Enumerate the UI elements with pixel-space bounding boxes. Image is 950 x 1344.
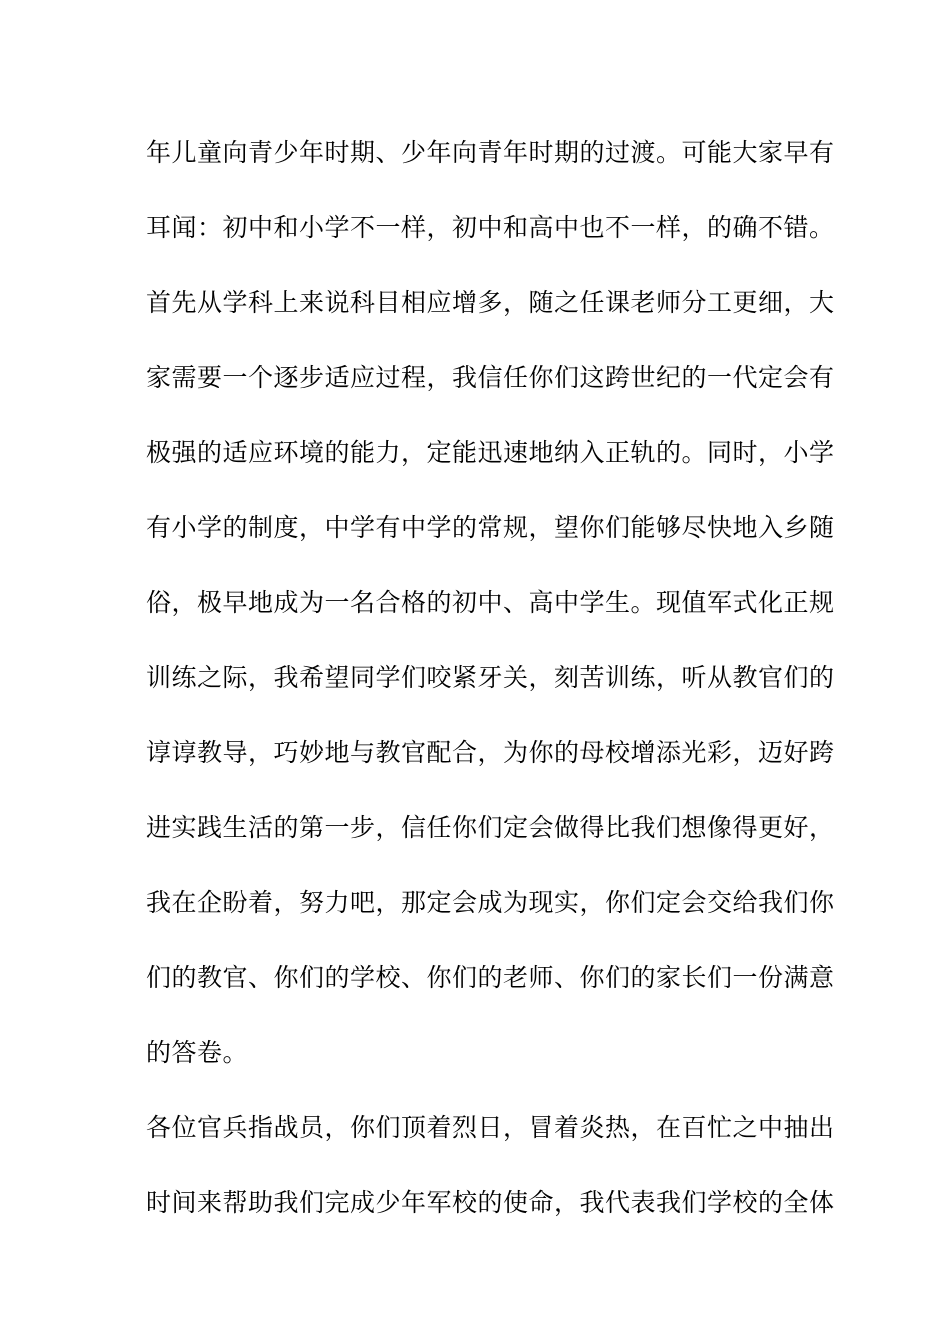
text-line: 有小学的制度，中学有中学的常规，望你们能够尽快地入乡随 <box>146 513 835 542</box>
text-line: 我在企盼着，努力吧，那定会成为现实，你们定会交给我们你 <box>146 888 835 917</box>
text-line: 的答卷。 <box>146 1038 249 1067</box>
text-line: 训练之际，我希望同学们咬紧牙关，刻苦训练，听从教官们的 <box>146 663 835 692</box>
text-line: 们的教官、你们的学校、你们的老师、你们的家长们一份满意 <box>146 963 835 992</box>
text-line: 耳闻：初中和小学不一样，初中和高中也不一样，的确不错。 <box>146 213 835 242</box>
text-line: 谆谆教导，巧妙地与教官配合，为你的母校增添光彩，迈好跨 <box>146 738 835 767</box>
text-line: 进实践生活的第一步，信任你们定会做得比我们想像得更好， <box>146 813 835 842</box>
text-line: 年儿童向青少年时期、少年向青年时期的过渡。可能大家早有 <box>146 138 835 167</box>
text-line: 俗，极早地成为一名合格的初中、高中学生。现值军式化正规 <box>146 588 835 617</box>
text-line: 家需要一个逐步适应过程，我信任你们这跨世纪的一代定会有 <box>146 363 835 392</box>
text-line: 时间来帮助我们完成少年军校的使命，我代表我们学校的全体 <box>146 1188 835 1217</box>
text-line: 首先从学科上来说科目相应增多，随之任课老师分工更细，大 <box>146 288 835 317</box>
text-line: 极强的适应环境的能力，定能迅速地纳入正轨的。同时，小学 <box>146 438 835 467</box>
text-line: 各位官兵指战员，你们顶着烈日，冒着炎热，在百忙之中抽出 <box>146 1113 835 1142</box>
